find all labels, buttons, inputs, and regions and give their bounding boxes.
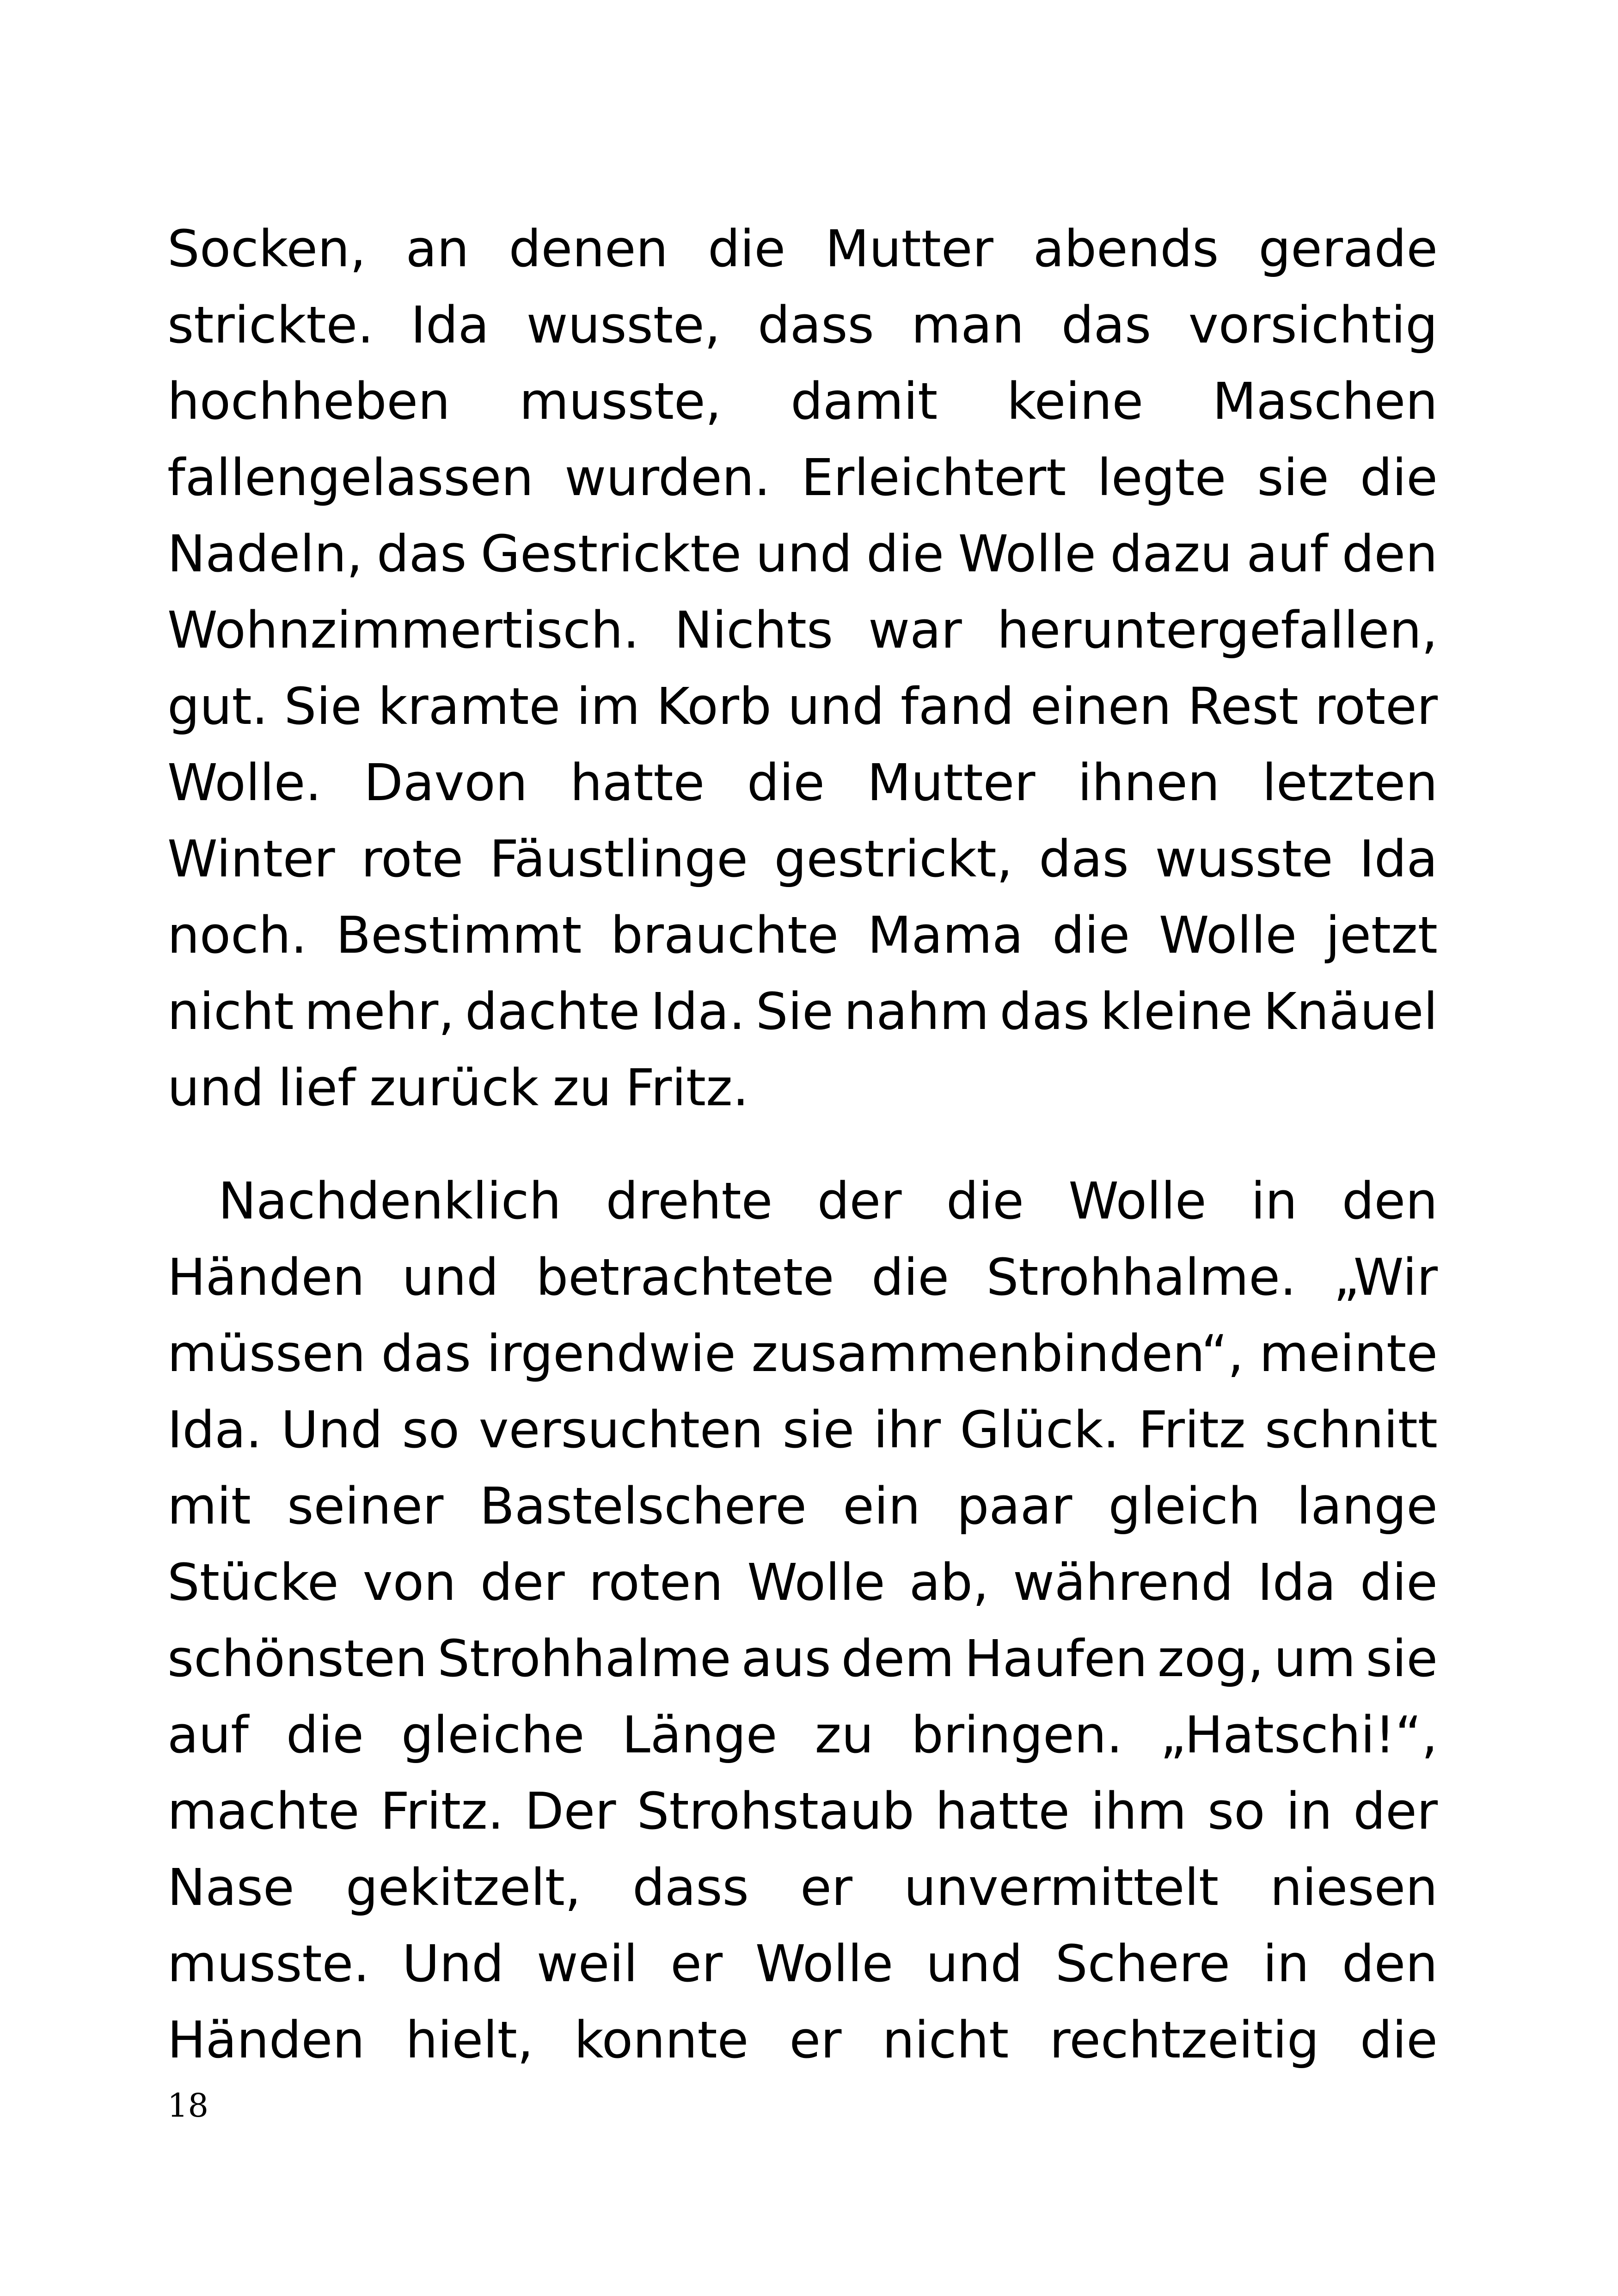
word: versuchten [478,1400,764,1459]
word: legte [1097,448,1226,507]
word: die [1052,906,1130,965]
word: an [405,219,469,278]
word: ein [843,1476,921,1536]
word: sie [1366,1629,1438,1688]
word: Ida. [650,982,745,1041]
text-line [167,1697,1438,1773]
word: Wolle [747,1553,885,1612]
word: während [1013,1553,1234,1612]
paragraph-gap [167,1126,1438,1163]
word: drehte [606,1171,773,1231]
word: dass [757,295,874,355]
word: schnitt [1264,1400,1438,1459]
word: Bestimmt [336,906,582,965]
text-line [167,1544,1438,1621]
word: musste, [519,372,722,431]
word: Wohnzimmertisch. [167,600,639,660]
word: dem [841,1629,955,1688]
word: niesen [1270,1858,1438,1917]
word: der [817,1171,902,1231]
word: Davon [364,753,528,812]
word: fand [901,677,1014,736]
word: das [999,982,1090,1041]
word: Haufen [964,1629,1148,1688]
text-line [167,363,1438,440]
word: meinte [1259,1324,1438,1383]
word: Gestrickte [480,524,742,583]
word: Stücke [167,1553,339,1612]
word: denen [509,219,668,278]
word: strickte. [167,295,374,355]
word: die [866,524,944,583]
text-line [167,1621,1438,1697]
word: und [755,524,852,583]
page-number: 18 [167,2087,209,2125]
word: Glück. [960,1400,1120,1459]
word: Wolle [958,524,1096,583]
word: die [871,1248,950,1307]
word: Knäuel [1263,982,1438,1041]
word: gut. [167,677,268,736]
word: musste. [167,1934,370,1993]
text-line [167,1773,1438,1849]
word: Fritz. [625,1058,749,1117]
word: die [1360,1553,1438,1612]
word: unvermittelt [904,1858,1219,1917]
text-line [167,897,1438,974]
word: Socken, [167,219,366,278]
word: sie [782,1400,855,1459]
word: Händen [167,2010,365,2069]
text-line [167,745,1438,821]
word: Erleichtert [801,448,1066,507]
word: zusammenbinden“, [751,1324,1244,1383]
word: schönsten [167,1629,428,1688]
word: ab, [909,1553,989,1612]
word: Korb [656,677,772,736]
word: er [800,1858,853,1917]
word: irgendwie [486,1324,736,1383]
text-line [167,516,1438,592]
word: Und [281,1400,383,1459]
word: einen [1030,677,1172,736]
text-line [167,1392,1438,1468]
word: sie [1257,448,1329,507]
word: der [480,1553,565,1612]
word: Strohhalme. [986,1248,1296,1307]
word: rechtzeitig [1049,2010,1319,2069]
word: ihm [1091,1782,1187,1841]
word: aus [741,1629,831,1688]
word: roten [588,1553,723,1612]
word: weil [536,1934,638,1993]
word: Der [524,1782,616,1841]
word: hielt, [405,2010,533,2069]
word: betrachtete [536,1248,834,1307]
word: man [911,295,1024,355]
word: Mutter [867,753,1036,812]
text-line [167,211,1438,287]
word: gleich [1108,1476,1261,1536]
word: roter [1314,677,1438,736]
word: war [868,600,962,660]
word: Fritz. [380,1782,504,1841]
text-line [167,1316,1438,1392]
word: um [1274,1629,1356,1688]
word: von [362,1553,456,1612]
word: hatte [935,1782,1070,1841]
word: und [402,1248,499,1307]
word: die [1360,2010,1438,2069]
word: jetzt [1325,906,1438,965]
word: Ida [1257,1553,1336,1612]
word: letzten [1262,753,1438,812]
text-line [167,974,1438,1050]
word: den [1342,1171,1438,1231]
word: im [576,677,640,736]
word: Maschen [1212,372,1438,431]
word: Nichts [674,600,834,660]
word: der [1353,1782,1438,1841]
word: kramte [378,677,561,736]
word: er [789,2010,842,2069]
word: den [1342,1934,1438,1993]
word: hatte [570,753,705,812]
word: nicht [167,982,294,1041]
text-line [167,1849,1438,1926]
word: paar [956,1476,1073,1536]
word: die [286,1705,364,1764]
word: so [402,1400,460,1459]
word: hochheben [167,372,450,431]
word: und [167,1058,264,1117]
word: gestrickt, [774,829,1013,888]
word: Sie [755,982,834,1041]
word: Mutter [825,219,993,278]
word: wusste, [526,295,721,355]
word: damit [791,372,938,431]
word: das [1039,829,1129,888]
text-line [167,1468,1438,1544]
word: rote [361,829,464,888]
word: das [381,1324,472,1383]
word: Fäustlinge [489,829,748,888]
text-line [167,668,1438,745]
word: zurück [369,1058,539,1117]
body-text [167,211,1438,2078]
word: wurden. [564,448,771,507]
word: machte [167,1782,360,1841]
word: gekitzelt, [345,1858,581,1917]
word: so [1207,1782,1265,1841]
word: Wolle [1068,1171,1207,1231]
word: müssen [167,1324,366,1383]
word: das [1061,295,1152,355]
text-line [167,2002,1438,2078]
word: zu [815,1705,874,1764]
word: Länge [622,1705,778,1764]
word: Nachdenklich [218,1171,562,1231]
word: und [925,1934,1023,1993]
word: die [708,219,786,278]
word: Schere [1055,1934,1231,1993]
word: „Hatschi!“, [1160,1705,1438,1764]
word: dass [632,1858,749,1917]
word: konnte [574,2010,749,2069]
word: fallengelassen [167,448,534,507]
word: Wolle [1158,906,1297,965]
word: Wolle [755,1934,894,1993]
word: nahm [844,982,989,1041]
word: zu [552,1058,612,1117]
word: Ida [411,295,490,355]
word: Strohhalme [437,1629,731,1688]
text-line [167,1050,1438,1126]
text-line [167,1163,1438,1239]
word: gerade [1258,219,1438,278]
word: Bastelschere [479,1476,807,1536]
word: die [747,753,825,812]
word: ihnen [1078,753,1220,812]
word: auf [167,1705,249,1764]
word: kleine [1100,982,1253,1041]
text-line [167,821,1438,897]
word: in [1286,1782,1333,1841]
word: Wolle. [167,753,322,812]
word: Strohstaub [637,1782,914,1841]
word: Rest [1188,677,1299,736]
word: abends [1033,219,1219,278]
word: nicht [882,2010,1009,2069]
word: Nadeln, [167,524,363,583]
word: vorsichtig [1188,295,1438,355]
word: bringen. [911,1705,1123,1764]
word: die [1360,448,1438,507]
word: heruntergefallen, [997,600,1438,660]
word: Mama [867,906,1024,965]
word: auf [1246,524,1328,583]
word: das [376,524,467,583]
word: brauchte [610,906,839,965]
word: Fritz [1138,1400,1246,1459]
word: dachte [465,982,640,1041]
word: Nase [167,1858,294,1917]
word: Sie [284,677,362,736]
word: er [670,1934,723,1993]
word: Ida [1359,829,1438,888]
text-line [167,287,1438,363]
word: in [1263,1934,1310,1993]
word: den [1342,524,1438,583]
word: dazu [1110,524,1232,583]
word: Händen [167,1248,365,1307]
word: mit [167,1476,251,1536]
text-line [167,592,1438,668]
word: gleiche [401,1705,585,1764]
word: die [946,1171,1024,1231]
word: wusste [1155,829,1333,888]
word: lief [278,1058,355,1117]
word: keine [1006,372,1144,431]
word: Ida. [167,1400,262,1459]
word: in [1251,1171,1298,1231]
text-line [167,440,1438,516]
text-line [167,1926,1438,2002]
word: Winter [167,829,335,888]
word: und [787,677,885,736]
word: mehr, [304,982,455,1041]
paragraph [167,211,1438,1126]
text-line [167,1239,1438,1316]
word: lange [1296,1476,1438,1536]
word: noch. [167,906,307,965]
word: seiner [287,1476,444,1536]
word: ihr [873,1400,941,1459]
word: Und [402,1934,504,1993]
paragraph [167,1163,1438,2078]
word: „Wir [1333,1248,1438,1307]
word: zog, [1158,1629,1264,1688]
